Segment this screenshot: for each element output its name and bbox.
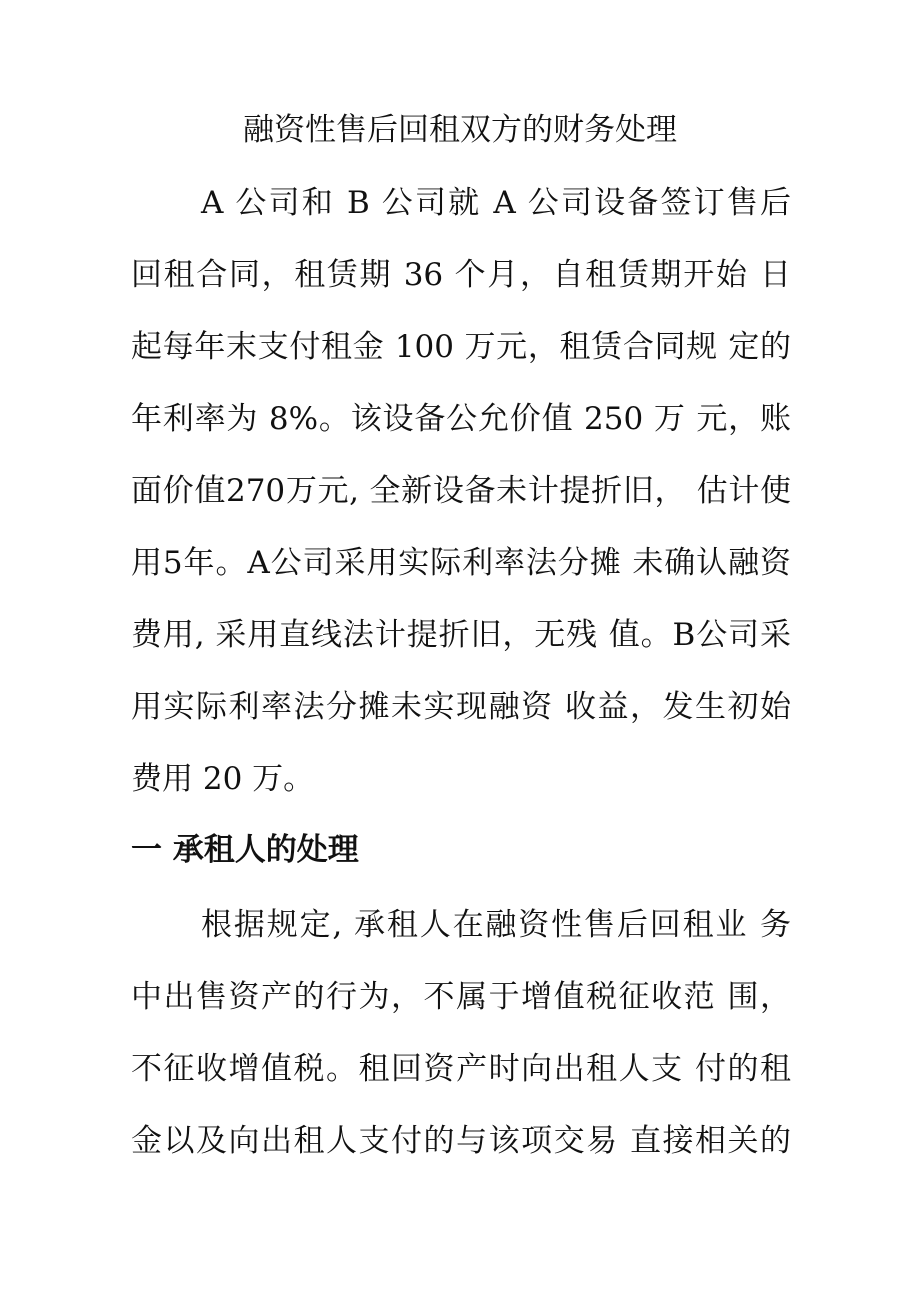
paragraph-line: A 公司和 B 公司就 A 公司设备签订售后 xyxy=(201,185,791,221)
paragraph-line: 用5年。A公司采用实际利率法分摊 未确认融资 xyxy=(131,545,791,581)
paragraph-line: 不征收增值税。租回资产时向出租人支 付的租 xyxy=(131,1051,791,1087)
paragraph-line: 用实际利率法分摊未实现融资 收益，发生初始 xyxy=(131,689,791,725)
paragraph-line: 年利率为 8%。该设备公允价值 250 万 元，账 xyxy=(131,401,791,437)
paragraph-line: 中出售资产的行为，不属于增值税征收范 围， xyxy=(131,979,791,1015)
paragraph-line: 起每年末支付租金 100 万元，租赁合同规 定的 xyxy=(131,329,791,365)
paragraph-line: 面价值270万元, 全新设备未计提折旧， 估计使 xyxy=(131,473,791,509)
paragraph-line: 费用 20 万。 xyxy=(131,761,315,797)
paragraph-line: 回租合同，租赁期 36 个月，自租赁期开始 日 xyxy=(131,257,791,293)
paragraph-line: 金以及向出租人支付的与该项交易 直接相关的 xyxy=(131,1123,791,1159)
paragraph-line: 费用, 采用直线法计提折旧，无残 值。B公司采 xyxy=(131,617,791,653)
section-heading: 一 承租人的处理 xyxy=(131,832,359,868)
document-title: 融资性售后回租双方的财务处理 xyxy=(243,112,677,148)
paragraph-line: 根据规定, 承租人在融资性售后回租业 务 xyxy=(201,907,791,943)
